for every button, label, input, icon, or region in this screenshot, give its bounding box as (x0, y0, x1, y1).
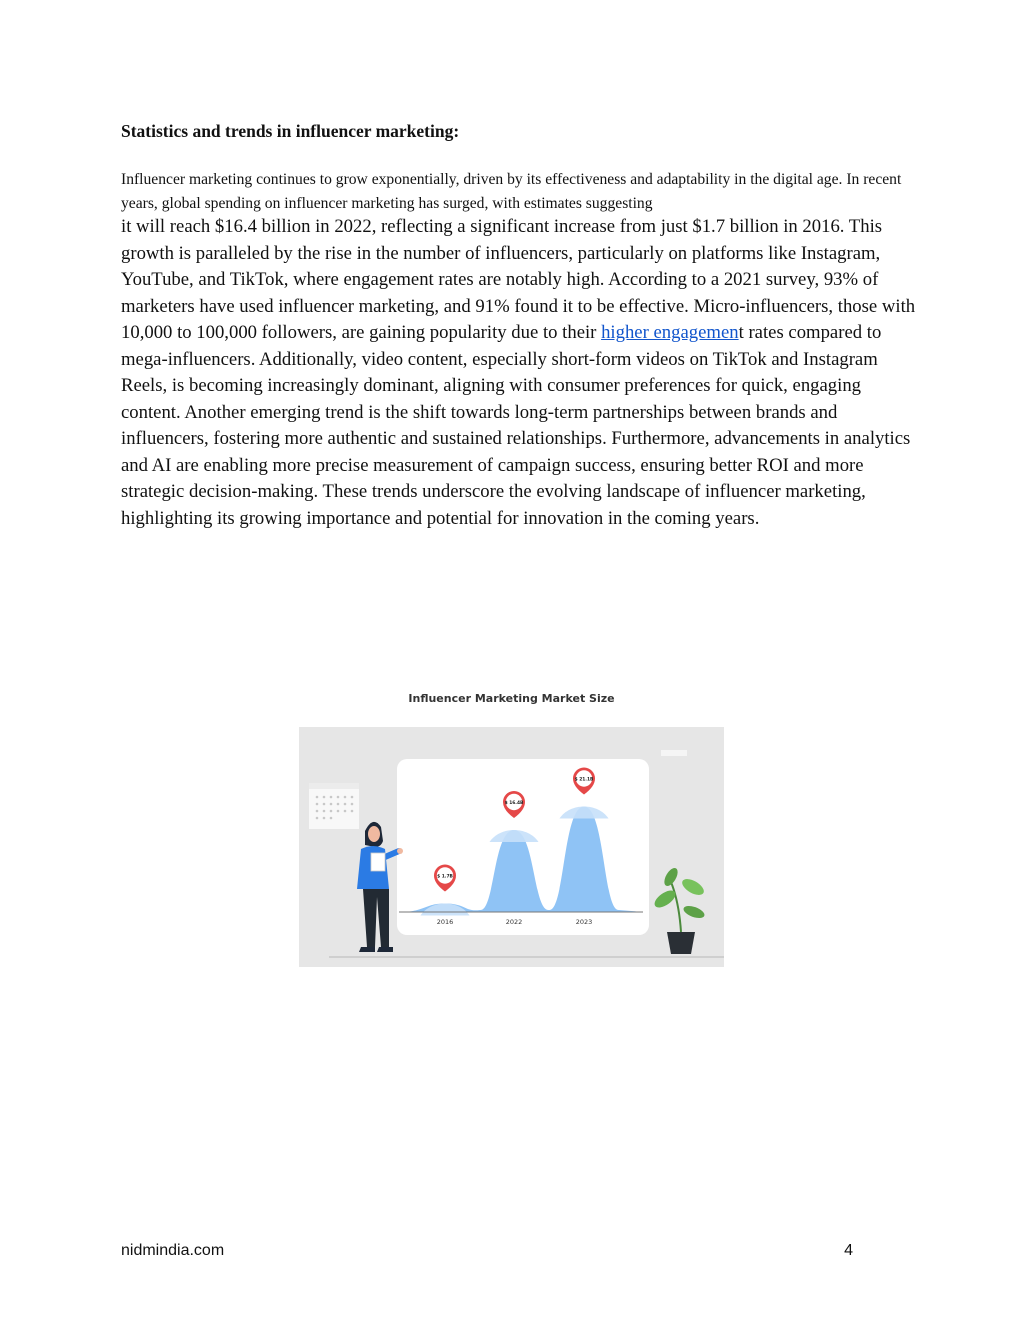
data-label: $ 1.7B (437, 874, 453, 880)
data-label: $ 16.4B (504, 801, 524, 806)
intro-paragraph: Influencer marketing continues to grow exponentially, driven by its effectiveness and adaptability in the digital age. In recent years, global spending on influencer marketing has surged, with estimates suggesting (121, 171, 902, 212)
footer-site: nidmindia.com (121, 1242, 225, 1259)
market-size-illustration (299, 727, 724, 967)
x-tick-label: 2016 (436, 918, 454, 926)
x-tick-label: 2023 (575, 918, 593, 926)
calendar-icon (309, 783, 359, 829)
body-text-part1: it will reach $16.4 billion in 2022, reflecting a significant increase from just $1.7 billion in 2016. This growth is paralleled by the rise in the number of influencers, particularly on platforms like Instagram, YouTube, and TikTok, where engagement rates are notably high. According to a 2021 survey, 93% of marketers have used influencer marketing, and 91% found it to be effective. Micro-influencers, those with 10,000 to 100,000 followers, are gaining popularity due to their (121, 216, 916, 343)
figure-title: Influencer Marketing Market Size (408, 692, 615, 705)
data-label: $ 21.1B (574, 777, 594, 783)
body-paragraph (121, 214, 921, 532)
x-tick-label: 2022 (505, 918, 523, 926)
footer-page-number: 4 (844, 1242, 853, 1259)
presenter-figure (357, 822, 403, 952)
body-text-part2: t rates compared to mega-influencers. Additionally, video content, especially short-form videos on TikTok and Instagram Reels, is becoming increasingly dominant, aligning with consumer preferences for quick, engaging content. Another emerging trend is the shift towards long-term partnerships between brands and influencers, fostering more authentic and sustained relationships. Furthermore, advancements in analytics and AI are enabling more precise measurement of campaign success, ensuring better ROI and more strategic decision-making. These trends underscore the evolving landscape of influencer marketing, highlighting its growing importance and potential for innovation in the coming years. (121, 322, 911, 529)
plant-icon (652, 866, 707, 954)
section-heading: Statistics and trends in influencer marketing: (121, 121, 460, 141)
wall-label (661, 750, 687, 756)
market-size-chart (299, 727, 724, 967)
higher-engagement-link[interactable]: higher engagemen (601, 322, 739, 343)
